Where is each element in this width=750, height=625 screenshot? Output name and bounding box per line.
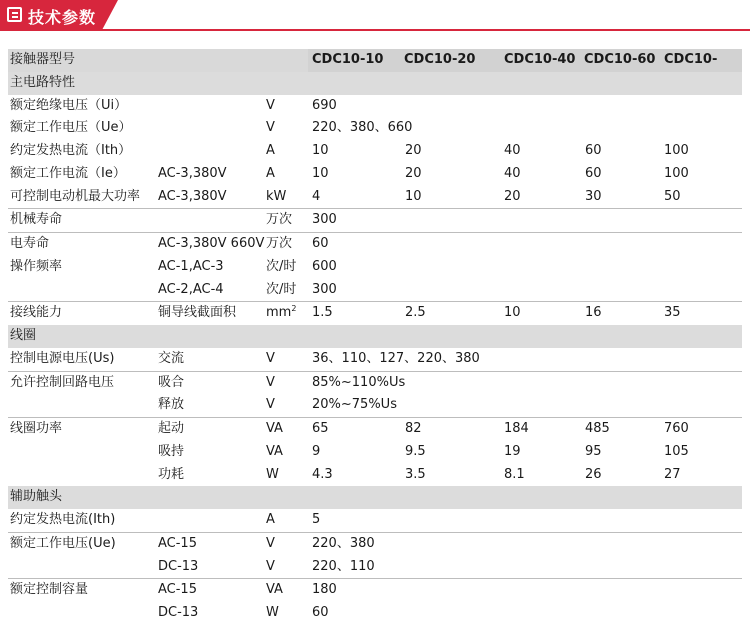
cell-text: 60 — [585, 165, 602, 181]
cell-text: 可控制电动机最大功率 — [10, 188, 141, 204]
table-cell — [312, 186, 320, 209]
table-row — [8, 163, 742, 186]
table-cell — [312, 140, 329, 163]
cell-text: AC-1,AC-3 — [158, 258, 224, 274]
table-cell — [405, 163, 422, 186]
table-row — [8, 441, 742, 464]
table-cell — [312, 302, 333, 325]
cell-text: 20 — [405, 165, 422, 181]
table-row — [8, 117, 742, 140]
cell-text: 40 — [504, 143, 521, 158]
table-cell — [10, 140, 131, 163]
section-label: 线圈 — [10, 328, 37, 343]
table-cell — [266, 233, 292, 256]
table-cell — [266, 464, 279, 487]
table-cell — [158, 163, 227, 186]
table-cell — [405, 140, 422, 163]
cell-text: AC-3,380V — [158, 188, 227, 204]
table-cell — [504, 186, 521, 209]
table-cell — [10, 117, 132, 140]
table-cell — [158, 302, 236, 325]
cell-text: 16 — [585, 305, 602, 321]
table-cell — [312, 464, 333, 487]
table-cell — [10, 348, 114, 371]
cell-text: 额定工作电压（Ue） — [10, 120, 132, 136]
table-cell — [10, 163, 126, 186]
header-underline — [0, 29, 750, 31]
cell-text: A — [266, 165, 275, 181]
cell-text: 100 — [664, 143, 689, 158]
table-cell — [405, 186, 422, 209]
table-cell — [10, 233, 49, 256]
table-cell — [266, 348, 275, 371]
table-cell — [312, 279, 337, 302]
cell-text: 20 — [504, 188, 521, 204]
table-cell — [10, 256, 62, 279]
table-cell — [312, 441, 320, 464]
table-cell — [10, 95, 127, 118]
table-header-row — [8, 49, 742, 72]
table-cell — [266, 509, 275, 532]
column-header-cell — [660, 49, 742, 72]
table-cell — [158, 533, 197, 556]
table-cell — [158, 418, 184, 441]
section-label: 主电路特性 — [10, 74, 76, 90]
cell-text: 额定绝缘电压（Ui） — [10, 97, 128, 113]
table-cell — [312, 209, 337, 232]
column-header-cell — [500, 49, 580, 72]
table-cell — [266, 372, 275, 395]
table-cell — [504, 163, 521, 186]
table-cell — [312, 256, 337, 279]
column-header-label: CDC10- — [664, 52, 718, 67]
cell-text: 10 — [312, 143, 329, 158]
table-cell — [504, 302, 521, 325]
cell-text: 5 — [312, 512, 321, 527]
table-cell — [585, 464, 602, 487]
table-row — [8, 140, 742, 163]
table-cell — [405, 302, 426, 325]
cell-text: AC-2,AC-4 — [158, 281, 224, 297]
cell-text: 额定控制容量 — [10, 582, 89, 598]
column-header-cell — [308, 49, 400, 72]
table-row — [8, 302, 742, 325]
cell-text: 额定工作电压(Ue) — [10, 535, 116, 551]
cell-text: 30 — [585, 188, 602, 204]
table-cell — [158, 441, 184, 464]
table-cell — [266, 256, 296, 279]
cell-text: 600 — [312, 258, 337, 274]
table-row — [8, 509, 742, 533]
table-cell — [158, 256, 224, 279]
cell-text: 9.5 — [405, 443, 426, 459]
table-cell — [312, 348, 480, 371]
table-cell — [504, 464, 525, 487]
cell-text: 20 — [405, 143, 422, 158]
table-cell — [585, 163, 602, 186]
table-cell — [664, 186, 681, 209]
section-label: 辅助触头 — [10, 489, 63, 505]
table-cell — [266, 95, 275, 118]
cell-text: 吸持 — [158, 443, 185, 459]
cell-text: 760 — [664, 421, 689, 436]
cell-text: V — [266, 535, 275, 551]
cell-text: 万次 — [266, 212, 293, 228]
cell-text: 105 — [664, 443, 689, 459]
cell-text: 26 — [585, 466, 602, 482]
cell-text: 27 — [664, 466, 681, 482]
table-cell — [158, 372, 184, 395]
table-cell — [312, 163, 329, 186]
cell-text: 万次 — [266, 236, 293, 251]
table-cell — [664, 441, 689, 464]
table-cell — [504, 418, 529, 441]
cell-text: 220、380 — [312, 535, 375, 551]
table-cell — [585, 140, 602, 163]
cell-text: 10 — [312, 165, 329, 181]
table-cell — [266, 418, 283, 441]
cell-text: 10 — [405, 188, 422, 204]
table-cell — [664, 302, 681, 325]
cell-text: 额定工作电流（Ie） — [10, 165, 126, 181]
table-row — [8, 602, 742, 625]
table-row — [8, 579, 742, 602]
cell-text: 接线能力 — [10, 305, 63, 321]
unit-superscript: 2 — [291, 304, 297, 314]
table-cell — [158, 556, 198, 579]
cell-text: W — [266, 605, 279, 620]
section-row — [8, 72, 742, 95]
cell-text: 184 — [504, 421, 529, 436]
cell-text: 220、380、660 — [312, 120, 413, 136]
cell-text: 36、110、127、220、380 — [312, 350, 480, 366]
table-cell — [405, 441, 426, 464]
table-cell — [10, 418, 62, 441]
cell-text: 95 — [585, 443, 602, 459]
cell-text: 180 — [312, 582, 337, 598]
table-row — [8, 186, 742, 210]
cell-text: DC-13 — [158, 558, 199, 574]
column-header-label: CDC10-40 — [504, 52, 576, 67]
cell-text: 4 — [312, 188, 321, 204]
table-cell — [158, 186, 227, 209]
table-cell — [10, 209, 62, 232]
spec-table — [8, 49, 742, 625]
table-cell — [312, 418, 329, 441]
table-cell — [266, 579, 283, 602]
cell-text: 8.1 — [504, 466, 525, 482]
table-row — [8, 372, 742, 395]
table-cell — [312, 579, 337, 602]
cell-text: 铜导线截面积 — [158, 305, 237, 321]
table-cell — [10, 579, 88, 602]
cell-text: 次/时 — [266, 258, 297, 274]
table-cell — [664, 163, 689, 186]
table-row — [8, 556, 742, 580]
cell-text: mm — [266, 305, 292, 321]
section-header — [0, 0, 750, 31]
table-cell — [158, 579, 197, 602]
table-cell — [266, 140, 275, 163]
table-cell — [158, 602, 198, 625]
table-cell — [504, 140, 521, 163]
cell-text: 机械寿命 — [10, 212, 63, 228]
cell-text: V — [266, 350, 275, 366]
cell-text: 3.5 — [405, 466, 426, 482]
cell-text: AC-15 — [158, 535, 197, 551]
cell-text: AC-3,380V 660V — [158, 236, 265, 251]
table-row — [8, 533, 742, 556]
cell-text: V — [266, 397, 275, 413]
table-cell — [312, 602, 329, 625]
cell-text: kW — [266, 188, 287, 204]
cell-text: V — [266, 558, 275, 574]
cell-text: 100 — [664, 165, 689, 181]
cell-text: 2.5 — [405, 305, 426, 321]
table-cell — [312, 372, 405, 395]
cell-text: 485 — [585, 421, 610, 436]
table-cell — [158, 464, 184, 487]
cell-text: 60 — [312, 236, 329, 251]
cell-text: 82 — [405, 421, 422, 436]
cell-text: 19 — [504, 443, 521, 459]
cell-text: VA — [266, 582, 283, 598]
cell-text: 1.5 — [312, 305, 333, 321]
cell-text: 功耗 — [158, 466, 185, 482]
cell-text: V — [266, 374, 275, 390]
cell-text: 300 — [312, 212, 337, 228]
table-row — [8, 464, 742, 487]
cell-text: 9 — [312, 443, 321, 459]
cell-text: 20%~75%Us — [312, 397, 397, 413]
table-cell — [405, 418, 422, 441]
table-row — [8, 418, 742, 441]
cell-text: A — [266, 512, 275, 527]
table-cell — [585, 441, 602, 464]
section-row — [8, 486, 742, 509]
cell-text: 50 — [664, 188, 681, 204]
table-cell — [312, 533, 375, 556]
table-row — [8, 209, 742, 233]
table-cell — [585, 302, 602, 325]
cell-text: 控制电源电压(Us) — [10, 350, 115, 366]
table-row — [8, 256, 742, 279]
column-header-label: CDC10-60 — [584, 52, 656, 67]
cell-text: V — [266, 120, 275, 136]
table-cell — [312, 509, 320, 532]
table-cell — [664, 464, 681, 487]
cell-text: 操作频率 — [10, 258, 63, 274]
table-cell — [266, 394, 275, 417]
cell-text: 60 — [585, 143, 602, 158]
cell-text: 220、110 — [312, 558, 375, 574]
cell-text: 约定发热电流（Ith） — [10, 143, 132, 158]
table-cell — [158, 279, 224, 302]
cell-text: 35 — [664, 305, 681, 321]
table-row — [8, 394, 742, 418]
cell-text: 约定发热电流(Ith) — [10, 512, 116, 527]
table-row — [8, 348, 742, 372]
table-cell — [504, 441, 521, 464]
cell-text: 吸合 — [158, 374, 185, 390]
cell-text: 释放 — [158, 397, 185, 413]
table-cell — [312, 394, 397, 417]
header-title: 技术参数 — [28, 8, 97, 27]
table-cell — [10, 302, 62, 325]
cell-text: 40 — [504, 165, 521, 181]
table-cell — [312, 556, 375, 579]
table-cell — [312, 233, 329, 256]
cell-text: 60 — [312, 605, 329, 620]
table-cell — [10, 186, 140, 209]
table-cell — [266, 279, 296, 302]
table-cell — [266, 117, 275, 140]
cell-text: V — [266, 97, 275, 113]
cell-text: 690 — [312, 97, 337, 113]
table-cell — [664, 418, 689, 441]
cell-text: A — [266, 143, 275, 158]
table-cell — [405, 464, 426, 487]
table-cell — [585, 186, 602, 209]
cell-text: 4.3 — [312, 466, 333, 482]
column-header-label: CDC10-10 — [312, 52, 384, 67]
table-cell — [312, 117, 412, 140]
table-cell — [266, 163, 275, 186]
table-cell — [266, 186, 286, 209]
cell-text: W — [266, 466, 279, 482]
column-header-label: CDC10-20 — [404, 52, 476, 67]
table-cell — [266, 441, 283, 464]
table-cell — [10, 509, 115, 532]
column-header-cell — [580, 49, 660, 72]
table-cell — [266, 533, 275, 556]
cell-text: AC-3,380V — [158, 165, 227, 181]
column-header-cell — [400, 49, 500, 72]
table-cell — [266, 556, 275, 579]
column-header-model: 接触器型号 — [10, 52, 76, 67]
table-row — [8, 95, 742, 118]
cell-text: 电寿命 — [10, 236, 50, 251]
table-cell — [158, 233, 264, 256]
document-icon — [7, 7, 22, 22]
table-cell — [312, 95, 337, 118]
table-cell — [585, 418, 610, 441]
cell-text: VA — [266, 421, 283, 436]
section-row — [8, 325, 742, 348]
table-cell — [10, 372, 114, 395]
table-row — [8, 279, 742, 303]
cell-text: 线圈功率 — [10, 421, 63, 436]
cell-text: 交流 — [158, 350, 185, 366]
cell-text: DC-13 — [158, 605, 199, 620]
table-cell — [266, 602, 279, 625]
table-cell — [266, 302, 296, 325]
cell-text: 允许控制回路电压 — [10, 374, 115, 390]
table-cell — [664, 140, 689, 163]
table-row — [8, 233, 742, 256]
table-cell — [158, 348, 184, 371]
cell-text: AC-15 — [158, 582, 197, 598]
cell-text: 65 — [312, 421, 329, 436]
table-cell — [158, 394, 184, 417]
cell-text: 次/时 — [266, 281, 297, 297]
cell-text: 300 — [312, 281, 337, 297]
table-cell — [266, 209, 292, 232]
cell-text: 起动 — [158, 421, 185, 436]
cell-text: 10 — [504, 305, 521, 321]
cell-text: VA — [266, 443, 283, 459]
table-cell — [10, 533, 116, 556]
cell-text: 85%~110%Us — [312, 374, 406, 390]
